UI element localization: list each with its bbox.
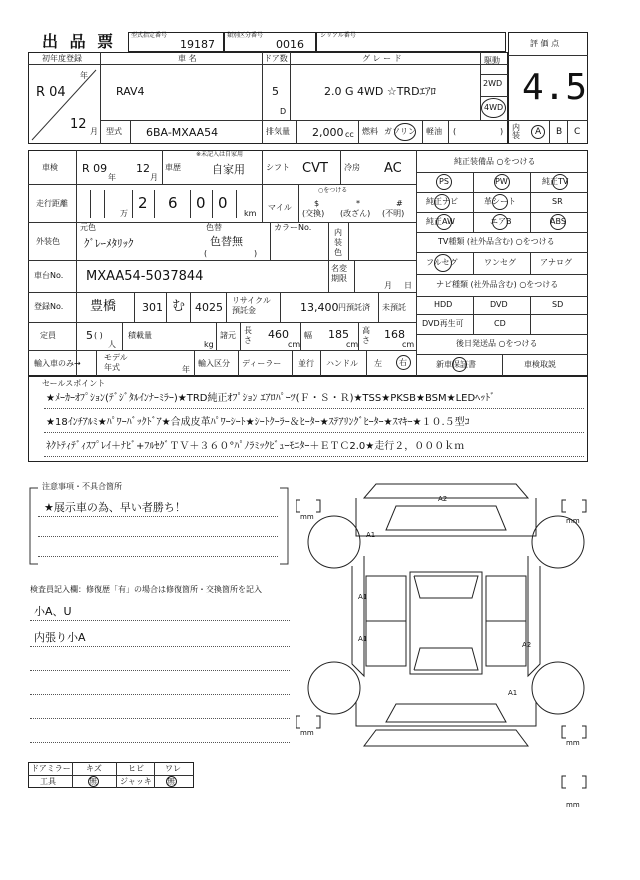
man-unit: 万	[120, 209, 128, 218]
drive-2wd: 2WD	[483, 79, 503, 88]
orig-color-label: 元色	[80, 223, 96, 232]
later-manual: 車検取説	[524, 360, 556, 369]
sales-label: セールスポイント	[42, 379, 106, 388]
grade-label: グ レ ー ド	[362, 54, 402, 63]
diagram-windshield	[386, 506, 506, 530]
shaken-month: 12	[136, 162, 150, 175]
interior-b: B	[556, 127, 563, 137]
plate-kana: む	[172, 299, 186, 314]
model-value: 6BA-MXAA54	[146, 126, 219, 139]
doors-value: 5	[272, 85, 279, 98]
chassis-value: MXAA54-5037844	[86, 269, 204, 284]
first-reg-year-suffix: 年	[80, 71, 88, 80]
first-reg-month: 12	[70, 117, 87, 132]
plate-area: 豊橋	[90, 299, 117, 314]
capacity-label: 定員	[40, 331, 56, 340]
diagram-wheel-rl	[308, 662, 360, 714]
grade-value: 2.0 G 4WD ☆TRDｴｱﾛ	[324, 85, 437, 98]
dealer-option: ディーラー	[242, 359, 282, 368]
len-label: 長さ	[244, 326, 252, 345]
star-mark: *	[356, 199, 360, 208]
orig-color-value: ｸﾞﾚｰﾒﾀﾘｯｸ	[84, 237, 134, 250]
tv-header: TV種類 (社外品含む) ○をつける	[438, 237, 555, 246]
hgt-label: 高さ	[362, 326, 370, 345]
class-num-label: 類別区分番号	[227, 32, 264, 39]
tv-fullseg: フルセグ	[426, 258, 458, 267]
shaken-month-suffix: 月	[150, 173, 158, 182]
navi-sd: SD	[552, 300, 564, 309]
parts-jack-label: ジャッキ	[120, 777, 152, 786]
dollar-sub: (交換)	[302, 209, 325, 218]
fuel-gas: ガソリン	[384, 127, 416, 136]
handle-left: 左	[374, 359, 382, 368]
car-name-value: RAV4	[116, 85, 145, 98]
serial-label: シリアル番号	[320, 32, 356, 39]
load-label: 積載量	[128, 331, 152, 340]
equip-sr: SR	[552, 197, 563, 206]
mileage-digit-2: 6	[168, 194, 178, 212]
nc-day: 日	[404, 281, 412, 290]
shift-value: CVT	[302, 161, 328, 176]
shaken-year-suffix: 年	[108, 173, 116, 182]
recycle-unit: 円預託済	[338, 303, 370, 312]
plate-class: 301	[142, 301, 163, 314]
fuel-paren-open: (	[453, 127, 457, 136]
model-year-nen: 年	[182, 365, 190, 374]
colorno-label: カラーNo.	[274, 223, 312, 232]
use-note: ※未記入は自家用	[196, 151, 244, 158]
parts-header-break: ワレ	[165, 764, 181, 773]
diagram-rear-bumper	[364, 730, 528, 746]
disp-unit: cc	[345, 130, 354, 139]
navi-dvd: DVD	[490, 300, 508, 309]
score-value: 4.5	[522, 67, 588, 108]
mm-rr: mm	[566, 739, 580, 747]
drive-4wd: 4WD	[484, 103, 504, 112]
equip-tv: 純正TV	[542, 177, 569, 186]
name-change-label: 名変期限	[331, 264, 347, 283]
len-cm: cm	[288, 340, 301, 349]
notes-bracket	[28, 486, 290, 566]
class-num-value: 0016	[276, 38, 304, 51]
chassis-label: 車台No.	[34, 271, 64, 280]
color-label: 外装色	[36, 237, 60, 246]
recycle-value: 13,400	[300, 301, 339, 314]
later-header: 後日発送品 ○をつける	[456, 339, 538, 348]
interior-c: C	[574, 127, 581, 137]
sales-line-2: ★18ｲﾝﾁｱﾙﾐ★ﾊﾟﾜｰﾊﾞｯｸﾄﾞｱ★合成皮革ﾊﾟﾜｰｼｰﾄ★ｼｰﾄｸｰﾗｰ＆ﾋｰﾀｰ★ｽﾃｱﾘﾝｸﾞﾋｰﾀｰ★ｽﾏｷｰ★１０.５型ｺ	[46, 417, 470, 428]
capacity-paren: ( )	[94, 331, 103, 340]
fuel-label: 燃料	[362, 127, 378, 136]
equip-leather: 革シート	[484, 197, 516, 206]
tv-oneseg: ワンセグ	[484, 258, 516, 267]
mark-a1-fl: A1	[366, 531, 376, 539]
color-paren-close: )	[254, 249, 258, 258]
fuel-light: 軽油	[426, 127, 442, 136]
mileage-digit-3: 0	[196, 194, 206, 212]
parts-tools-value: 無	[89, 777, 97, 786]
mileage-digit-4: 0	[218, 194, 228, 212]
diagram-wheel-rr	[532, 662, 584, 714]
parts-header-crack: ヒビ	[128, 764, 144, 773]
tv-analog: アナログ	[540, 258, 572, 267]
shift-label: シフト	[266, 163, 290, 172]
wid-value: 185	[328, 328, 349, 341]
interior-label: 内装	[512, 123, 520, 140]
hgt-cm: cm	[402, 340, 415, 349]
interior-a: A	[535, 127, 542, 137]
equip-aw: 純正AW	[426, 217, 455, 226]
mark-a2-front: A2	[438, 495, 448, 503]
hgt-value: 168	[384, 328, 405, 341]
ac-value: AC	[384, 161, 402, 176]
handle-right: 右	[399, 358, 407, 367]
equip-abs: ABS	[550, 217, 566, 226]
mileage-label: 走行距離	[36, 199, 68, 208]
diagram-roof	[410, 572, 482, 674]
ac-label: 冷房	[344, 163, 360, 172]
car-name-label: 車 名	[178, 54, 197, 63]
plate-num: 4025	[195, 301, 223, 314]
dim-label: 諸元	[220, 331, 236, 340]
first-reg-month-suffix: 月	[90, 127, 98, 136]
drive-label: 駆動	[484, 56, 500, 65]
mark-a2-right: A2	[522, 641, 532, 649]
import-class-label: 輸入区分	[198, 359, 230, 368]
parts-jack-value: 無	[167, 777, 175, 786]
sales-line-1: ★ﾒｰｶｰｵﾌﾟｼｮﾝ(ﾃﾞｼﾞﾀﾙｲﾝﾅｰﾐﾗｰ)★TRD純正ｵﾌﾟｼｮﾝ ｴｱﾛﾊﾟｰﾂ(Ｆ・Ｓ・Ｒ)★TSS★PKSB★BSM★LEDﾍｯﾄﾞ	[46, 393, 496, 404]
diagram-rear-window	[386, 704, 506, 722]
parts-header-mirror: ドアミラー	[31, 764, 71, 773]
sales-line-3: ﾈｸﾄﾃｨﾃﾞｨｽﾌﾟﾚｲ＋ﾅﾋﾞ+ﾌﾙｾｸﾞＴＶ＋３６０°ﾊﾟﾉﾗﾐｯｸﾋﾞｭｰﾓﾆﾀｰ＋ＥＴＣ2.0★走行２，０００ｋｍ	[46, 441, 465, 452]
type-num-label: 型式指定番号	[131, 32, 168, 39]
inspector-line-1: 小A、U	[34, 605, 72, 618]
mm-fr: mm	[566, 517, 580, 525]
mark-a1-rr: A1	[508, 689, 518, 697]
first-reg-era: R 04	[36, 85, 66, 100]
handle-label: ハンドル	[326, 359, 358, 368]
diagram-wheel-fl	[308, 516, 360, 568]
mileage-digit-1: 2	[138, 194, 148, 212]
wid-cm: cm	[346, 340, 359, 349]
first-reg-label: 初年度登録	[42, 54, 82, 63]
recycle-not: 未預託	[382, 303, 406, 312]
shaken-label: 車検	[42, 163, 58, 172]
shaken-era: R 09	[82, 162, 108, 175]
score-label: 評 価 点	[530, 39, 560, 48]
mile-label: マイル	[268, 203, 292, 212]
int-color-label: 内装色	[334, 228, 342, 257]
hash-mark: #	[396, 199, 403, 208]
fuel-paren-close: )	[500, 127, 504, 136]
load-unit: kg	[204, 340, 214, 349]
color-change-value: 色替無	[210, 235, 243, 248]
mm-spare: mm	[566, 801, 580, 809]
import-label: 輸入車のみ→	[34, 359, 81, 368]
model-year-label: モデル年式	[104, 353, 128, 372]
dollar-mark: $	[314, 199, 320, 208]
parts-tools-label: 工具	[40, 777, 56, 786]
len-value: 460	[268, 328, 289, 341]
use-label: 車歴	[165, 163, 181, 172]
navi-dvd-play: DVD再生可	[422, 319, 464, 328]
later-warranty: 新車保証書	[436, 360, 476, 369]
color-change-label: 色替	[206, 223, 222, 232]
car-damage-diagram	[296, 476, 596, 796]
star-sub: (改ざん)	[340, 209, 371, 218]
navi-cd: CD	[494, 319, 506, 328]
navi-hdd: HDD	[434, 300, 453, 309]
use-value: 自家用	[212, 163, 245, 176]
parallel-option: 並行	[298, 359, 314, 368]
notes-text: ★展示車の為、早い者勝ち！	[44, 501, 186, 514]
mm-rl: mm	[300, 729, 314, 737]
regno-label: 登録No.	[34, 302, 64, 311]
model-label: 型式	[106, 127, 122, 136]
mark-a1-left-rear-door: A1	[358, 635, 368, 643]
capacity-unit: 人	[108, 340, 116, 349]
equip-pw: PW	[495, 177, 508, 186]
recycle-label: リサイクル預託金	[232, 296, 271, 315]
navi-header: ナビ種類 (社外品含む) ○をつける	[436, 280, 559, 289]
mm-fl: mm	[300, 513, 314, 521]
capacity-value: 5	[86, 329, 93, 342]
equip-navi: 純正ナビ	[426, 197, 458, 206]
hash-sub: (不明)	[382, 209, 405, 218]
type-num-value: 19187	[180, 38, 215, 51]
km-unit: km	[244, 209, 257, 218]
parts-header-scratch: キズ	[86, 764, 102, 773]
equip-header: 純正装備品 ○をつける	[454, 157, 536, 166]
nc-month: 月	[384, 281, 392, 290]
mark-a1-left-front-door: A1	[358, 593, 368, 601]
door-d: D	[280, 107, 287, 116]
form-title: 出 品 票	[42, 32, 117, 51]
equip-ps: PS	[439, 177, 449, 186]
equip-airbag: エアB	[490, 217, 512, 226]
doors-label: ドア数	[264, 54, 288, 63]
notes-label: 注意事項・不具合箇所	[42, 482, 122, 491]
wid-label: 幅	[304, 331, 312, 340]
disp-label: 排気量	[266, 127, 290, 136]
inspector-line-2: 内張り小A	[34, 631, 86, 644]
inspector-label: 検査員記入欄：修復歴「有」の場合は修復箇所・交換箇所を記入	[30, 585, 262, 594]
color-paren-open: (	[204, 249, 208, 258]
disp-value: 2,000	[312, 126, 344, 139]
mile-note: ○をつける	[318, 187, 348, 194]
